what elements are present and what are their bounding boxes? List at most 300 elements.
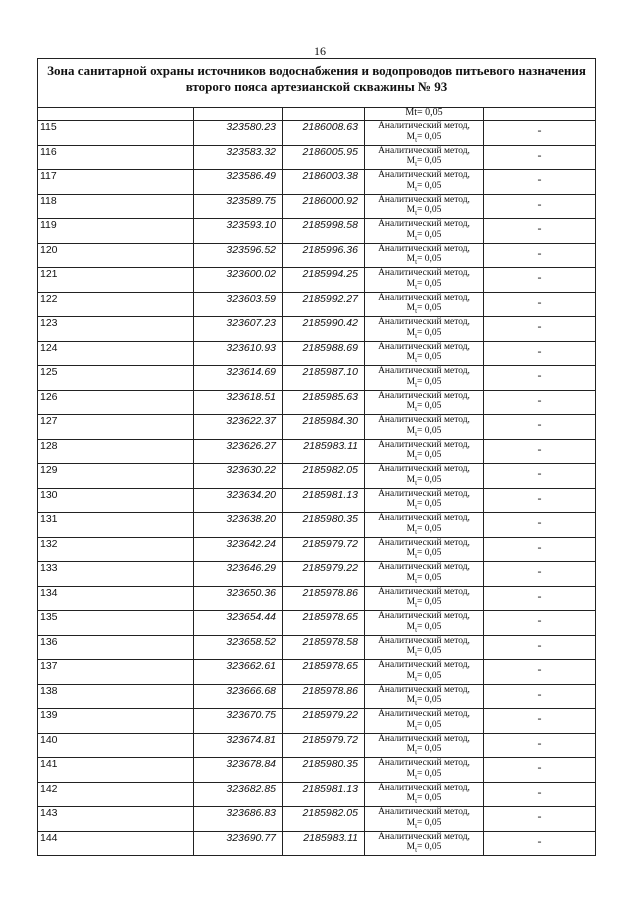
method-name: Аналитический метод, [378,121,470,131]
method-name: Аналитический метод, [378,145,470,156]
coord-x: 323607.23 [194,317,283,342]
method-accuracy [365,548,483,559]
coord-y: 2186003.38 [283,170,365,195]
coord-x: 323614.69 [194,366,283,391]
point-number: 143 [38,807,194,832]
mt-prefix: M [406,597,416,607]
table-row [38,121,596,146]
table-title-row [38,59,596,108]
table-row [38,758,596,783]
method-accuracy [365,230,483,241]
table-row [38,733,596,758]
extra-cell: - [484,292,596,317]
extra-cell: - [484,562,596,587]
extra-cell: - [484,366,596,391]
mt-sub: t [415,747,418,756]
coord-y: 2185981.13 [283,782,365,807]
coord-x: 323646.29 [194,562,283,587]
mt-prefix: M [406,303,416,313]
extra-cell: - [484,537,596,562]
mt-sub: t [415,135,418,144]
method-cell [365,341,484,366]
method-accuracy [365,156,483,167]
coord-y: 2185981.13 [283,488,365,513]
method-accuracy [365,744,483,755]
method-cell [365,782,484,807]
extra-cell: - [484,831,596,856]
coord-y: 2185979.22 [283,562,365,587]
table-row [38,464,596,489]
method-accuracy [365,720,483,731]
coord-x: 323600.02 [194,268,283,293]
extra-cell: - [484,390,596,415]
method-cell [365,317,484,342]
mt-value: = 0,05 [417,817,442,828]
mt-sub: t [415,845,418,854]
mt-prefix: M [406,744,416,754]
point-number: 130 [38,488,194,513]
coord-y: 2186000.92 [283,194,365,219]
mt-value: = 0,05 [417,180,442,191]
method-accuracy [365,793,483,804]
mt-prefix: M [406,474,416,485]
method-name: Аналитический метод, [378,586,470,597]
method-accuracy [365,842,483,853]
table-row [38,782,596,807]
mt-prefix: M [406,646,416,656]
point-number: 127 [38,415,194,440]
extra-cell: - [484,464,596,489]
method-cell [365,268,484,293]
table-row [38,562,596,587]
mt-value: = 0,05 [417,842,442,852]
table-row [38,292,596,317]
mt-sub: t [415,404,418,413]
mt-prefix: M [406,572,416,583]
method-name: Аналитический метод, [378,758,470,768]
coord-y: 2185978.86 [283,586,365,611]
extra-cell: - [484,194,596,219]
table-title [38,59,596,108]
coord-x: 323603.59 [194,292,283,317]
mt-sub: t [415,698,418,707]
method-cell [365,611,484,636]
method-cell [365,537,484,562]
mt-sub: t [415,429,418,438]
method-cell [365,194,484,219]
method-cell [365,439,484,464]
mt-value: = 0,05 [417,401,442,411]
extra-cell: - [484,145,596,170]
point-number: 121 [38,268,194,293]
table-row [38,219,596,244]
point-number: 118 [38,194,194,219]
method-cell [365,464,484,489]
mt-sub: t [415,380,418,389]
mt-prefix: M [406,719,416,730]
point-number: 137 [38,660,194,685]
method-cell [365,660,484,685]
coord-x: 323642.24 [194,537,283,562]
coord-y: 2185979.72 [283,537,365,562]
point-number: 124 [38,341,194,366]
method-name: Аналитический метод, [378,464,470,474]
mt-sub: t [415,282,418,291]
method-cell [365,831,484,856]
coord-x: 323638.20 [194,513,283,538]
continuation-cell-y [283,108,365,121]
coord-x: 323622.37 [194,415,283,440]
mt-prefix: M [406,180,416,191]
mt-value: = 0,05 [417,793,442,803]
extra-cell: - [484,758,596,783]
extra-cell: - [484,415,596,440]
extra-cell: - [484,121,596,146]
extra-cell: - [484,782,596,807]
coord-y: 2185984.30 [283,415,365,440]
method-accuracy [365,303,483,314]
coord-y: 2185996.36 [283,243,365,268]
method-accuracy [365,818,483,829]
coord-y: 2186005.95 [283,145,365,170]
method-name: Аналитический метод, [378,807,470,817]
mt-value: = 0,05 [417,621,442,632]
mt-prefix: M [406,768,416,779]
table-row [38,611,596,636]
mt-value: = 0,05 [417,229,442,240]
method-cell [365,219,484,244]
method-cell [365,121,484,146]
mt-prefix: M [406,817,416,828]
method-accuracy [365,377,483,388]
mt-prefix: M [406,695,416,705]
extra-cell: - [484,709,596,734]
coord-x: 323586.49 [194,170,283,195]
extra-cell: - [484,611,596,636]
mt-sub: t [415,649,418,658]
coord-x: 323583.32 [194,145,283,170]
mt-value: = 0,05 [417,327,442,338]
mt-prefix: M [406,205,416,215]
title-line-2: второго пояса артезианской скважины № 93 [185,79,448,94]
method-name: Аналитический метод, [378,268,470,278]
table-row [38,513,596,538]
point-number: 125 [38,366,194,391]
extra-cell: - [484,317,596,342]
mt-sub: t [415,723,418,732]
table-row [38,268,596,293]
coord-y: 2185978.65 [283,660,365,685]
mt-prefix: M [406,793,416,803]
method-accuracy [365,499,483,510]
mt-value: = 0,05 [417,572,442,583]
method-accuracy [365,132,483,143]
coord-y: 2185983.11 [283,831,365,856]
table-row [38,537,596,562]
method-accuracy [365,328,483,339]
method-accuracy [365,475,483,486]
mt-sub: t [415,796,418,805]
table-row [38,439,596,464]
point-number: 142 [38,782,194,807]
coord-x: 323678.84 [194,758,283,783]
table-row [38,709,596,734]
method-accuracy [365,352,483,363]
title-line-1: Зона санитарной охраны источников водоснабжения и водопроводов питьевого назначения [47,63,586,78]
point-number: 117 [38,170,194,195]
method-cell [365,562,484,587]
coord-y: 2185994.25 [283,268,365,293]
method-name: Аналитический метод, [378,782,470,793]
coord-x: 323630.22 [194,464,283,489]
mt-value: = 0,05 [417,670,442,681]
mt-value: = 0,05 [417,474,442,485]
mt-value: = 0,05 [417,425,442,436]
method-cell [365,292,484,317]
method-name: Аналитический метод, [378,488,470,499]
method-accuracy [365,181,483,192]
point-number: 132 [38,537,194,562]
coord-y: 2185978.86 [283,684,365,709]
mt-value: = 0,05 [417,205,442,215]
mt-prefix: M [406,450,416,460]
method-cell [365,758,484,783]
point-number: 119 [38,219,194,244]
extra-cell: - [484,488,596,513]
method-name: Аналитический метод, [378,513,470,523]
coord-y: 2185987.10 [283,366,365,391]
coord-y: 2185978.58 [283,635,365,660]
mt-value: = 0,05 [417,352,442,362]
coord-x: 323610.93 [194,341,283,366]
method-accuracy [365,426,483,437]
coord-x: 323634.20 [194,488,283,513]
mt-sub: t [415,600,418,609]
method-name: Аналитический метод, [378,390,470,401]
method-name: Аналитический метод, [378,635,470,646]
point-number: 115 [38,121,194,146]
coord-x: 323654.44 [194,611,283,636]
mt-prefix: M [406,401,416,411]
mt-sub: t [415,208,418,217]
method-name: Аналитический метод, [378,709,470,719]
mt-sub: t [415,184,418,193]
mt-prefix: M [406,327,416,338]
table-row [38,145,596,170]
coord-x: 323686.83 [194,807,283,832]
mt-value: = 0,05 [417,646,442,656]
point-number: 123 [38,317,194,342]
table-row [38,660,596,685]
mt-prefix: M [406,376,416,387]
method-name: Аналитический метод, [378,439,470,450]
point-number: 141 [38,758,194,783]
coordinates-table [37,58,596,856]
table-row [38,317,596,342]
table-row [38,194,596,219]
continuation-cell-method: Mt= 0,05 [365,108,484,121]
method-name: Аналитический метод, [378,537,470,548]
point-number: 126 [38,390,194,415]
mt-prefix: M [406,670,416,681]
mt-sub: t [415,159,418,168]
mt-prefix: M [406,425,416,436]
mt-prefix: M [406,621,416,632]
mt-sub: t [415,257,418,266]
mt-value: = 0,05 [417,131,442,142]
coord-x: 323618.51 [194,390,283,415]
point-number: 116 [38,145,194,170]
point-number: 140 [38,733,194,758]
continuation-cell-num [38,108,194,121]
method-accuracy [365,205,483,216]
mt-value: = 0,05 [417,376,442,387]
table-row [38,807,596,832]
coord-x: 323650.36 [194,586,283,611]
method-cell [365,709,484,734]
extra-cell: - [484,807,596,832]
coord-y: 2185980.35 [283,758,365,783]
coord-x: 323674.81 [194,733,283,758]
mt-sub: t [415,453,418,462]
method-accuracy [365,671,483,682]
continuation-row [38,108,596,121]
mt-value: = 0,05 [417,254,442,264]
coord-y: 2185982.05 [283,464,365,489]
method-cell [365,390,484,415]
coord-y: 2185988.69 [283,341,365,366]
method-name: Аналитический метод, [378,170,470,180]
table-row [38,586,596,611]
extra-cell: - [484,268,596,293]
method-accuracy [365,769,483,780]
extra-cell: - [484,243,596,268]
mt-sub: t [415,772,418,781]
table-row [38,488,596,513]
method-accuracy [365,622,483,633]
method-cell [365,635,484,660]
method-cell [365,488,484,513]
mt-sub: t [415,625,418,634]
coord-x: 323596.52 [194,243,283,268]
table-row [38,684,596,709]
coord-y: 2185980.35 [283,513,365,538]
extra-cell: - [484,635,596,660]
page-number: 16 [314,44,326,58]
method-name: Аналитический метод, [378,194,470,205]
mt-prefix: M [406,842,416,852]
method-cell [365,684,484,709]
coord-x: 323682.85 [194,782,283,807]
coord-y: 2185978.65 [283,611,365,636]
point-number: 131 [38,513,194,538]
method-name: Аналитический метод, [378,243,470,254]
point-number: 133 [38,562,194,587]
mt-value: = 0,05 [417,156,442,166]
mt-sub: t [415,551,418,560]
method-accuracy [365,573,483,584]
point-number: 129 [38,464,194,489]
method-cell [365,415,484,440]
extra-cell: - [484,439,596,464]
table-row [38,415,596,440]
mt-prefix: M [406,131,416,142]
method-name: Аналитический метод, [378,219,470,229]
coord-x: 323690.77 [194,831,283,856]
coord-x: 323626.27 [194,439,283,464]
method-name: Аналитический метод, [378,317,470,327]
method-cell [365,733,484,758]
method-cell [365,807,484,832]
mt-prefix: M [406,254,416,264]
mt-prefix: M [406,352,416,362]
coord-y: 2186008.63 [283,121,365,146]
method-cell [365,366,484,391]
table-row [38,170,596,195]
method-accuracy [365,450,483,461]
mt-value: = 0,05 [417,523,442,534]
method-name: Аналитический метод, [378,831,470,842]
method-name: Аналитический метод, [378,562,470,572]
point-number: 138 [38,684,194,709]
mt-sub: t [415,478,418,487]
mt-value: = 0,05 [417,597,442,607]
table-row [38,366,596,391]
continuation-cell-x [194,108,283,121]
mt-value: = 0,05 [417,450,442,460]
mt-value: = 0,05 [417,548,442,558]
mt-value: = 0,05 [417,278,442,289]
method-accuracy [365,254,483,265]
coord-x: 323670.75 [194,709,283,734]
mt-sub: t [415,527,418,536]
point-number: 144 [38,831,194,856]
mt-sub: t [415,674,418,683]
method-cell [365,513,484,538]
extra-cell: - [484,170,596,195]
coord-x: 323593.10 [194,219,283,244]
coord-x: 323580.23 [194,121,283,146]
point-number: 120 [38,243,194,268]
method-name: Аналитический метод, [378,292,470,303]
coord-y: 2185979.22 [283,709,365,734]
extra-cell: - [484,684,596,709]
coord-y: 2185992.27 [283,292,365,317]
coord-y: 2185990.42 [283,317,365,342]
point-number: 128 [38,439,194,464]
extra-cell: - [484,733,596,758]
mt-sub: t [415,502,418,511]
mt-prefix: M [406,548,416,558]
coord-x: 323658.52 [194,635,283,660]
method-accuracy [365,524,483,535]
coord-y: 2185998.58 [283,219,365,244]
continuation-cell-extra [484,108,596,121]
method-accuracy [365,597,483,608]
method-name: Аналитический метод, [378,611,470,621]
method-accuracy [365,279,483,290]
mt-value: = 0,05 [417,768,442,779]
point-number: 134 [38,586,194,611]
table-row [38,831,596,856]
method-cell [365,243,484,268]
point-number: 122 [38,292,194,317]
coord-x: 323662.61 [194,660,283,685]
mt-value: = 0,05 [417,719,442,730]
method-cell [365,145,484,170]
point-number: 135 [38,611,194,636]
coord-x: 323589.75 [194,194,283,219]
